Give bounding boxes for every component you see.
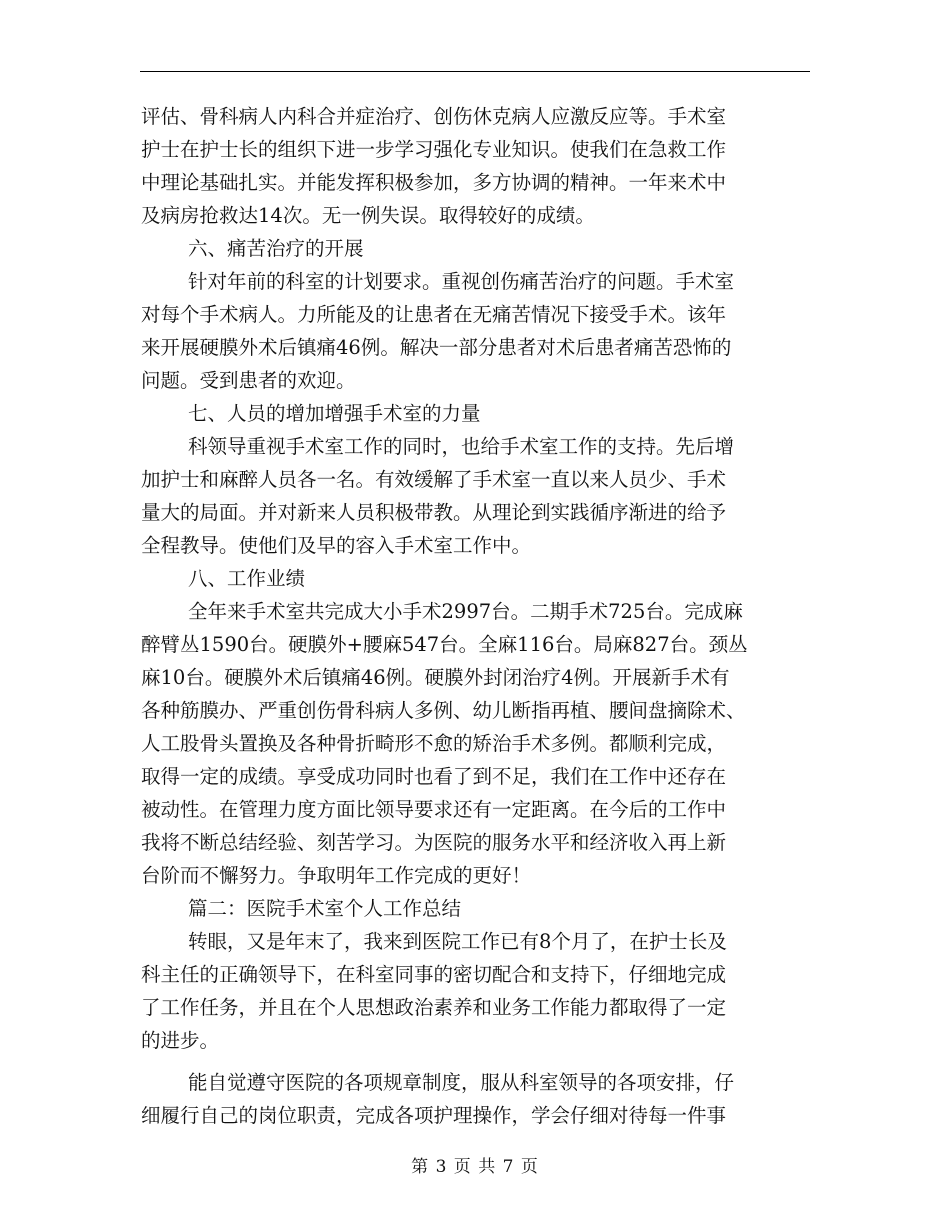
header-rule <box>140 71 810 72</box>
text-line: 台阶而不懈努力。争取明年工作完成的更好！ <box>141 864 532 887</box>
text-line: 的进步。 <box>141 1029 220 1052</box>
text-line: 麻10台。硬膜外术后镇痛46例。硬膜外封闭治疗4例。开展新手术有 <box>141 666 730 689</box>
paragraph-start: 能自觉遵守医院的各项规章制度，服从科室领导的各项安排，仔 <box>188 1071 735 1094</box>
text-line: 问题。受到患者的欢迎。 <box>141 369 356 392</box>
text-line: 全程教导。使他们及早的容入手术室工作中。 <box>141 534 532 557</box>
document-body <box>141 100 811 1132</box>
text-line: 人工股骨头置换及各种骨折畸形不愈的矫治手术多例。都顺利完成， <box>141 732 727 755</box>
text-line: 了工作任务，并且在个人思想政治素养和业务工作能力都取得了一定 <box>141 996 727 1019</box>
section-heading: 七、人员的增加增强手术室的力量 <box>188 402 481 425</box>
paragraph-start: 针对年前的科室的计划要求。重视创伤痛苦治疗的问题。手术室 <box>188 270 735 293</box>
text-line: 各种筋膜办、严重创伤骨科病人多例、幼儿断指再植、腰间盘摘除术、 <box>141 699 746 722</box>
text-line: 醉臂丛1590台。硬膜外+腰麻547台。全麻116台。局麻827台。颈丛 <box>141 633 748 656</box>
text-line: 被动性。在管理力度方面比领导要求还有一定距离。在今后的工作中 <box>141 798 727 821</box>
paragraph-start: 科领导重视手术室工作的同时，也给手术室工作的支持。先后增 <box>188 435 735 458</box>
text-line: 评估、骨科病人内科合并症治疗、创伤休克病人应激反应等。手术室 <box>141 105 727 128</box>
article-title: 篇二：医院手术室个人工作总结 <box>188 897 462 920</box>
text-line: 中理论基础扎实。并能发挥积极参加，多方协调的精神。一年来术中 <box>141 171 727 194</box>
text-line: 来开展硬膜外术后镇痛46例。解决一部分患者对术后患者痛苦恐怖的 <box>141 336 732 359</box>
paragraph-start: 转眼，又是年末了，我来到医院工作已有8个月了，在护士长及 <box>188 930 727 953</box>
page-number: 第 3 页 共 7 页 <box>411 1157 539 1177</box>
text-line: 取得一定的成绩。享受成功同时也看了到不足，我们在工作中还存在 <box>141 765 727 788</box>
section-heading: 八、工作业绩 <box>188 567 306 590</box>
text-line: 科主任的正确领导下，在科室同事的密切配合和支持下，仔细地完成 <box>141 963 727 986</box>
text-line: 对每个手术病人。力所能及的让患者在无痛苦情况下接受手术。该年 <box>141 303 727 326</box>
text-line: 量大的局面。并对新来人员积极带教。从理论到实践循序渐进的给予 <box>141 501 727 524</box>
text-line: 细履行自己的岗位职责，完成各项护理操作，学会仔细对待每一件事 <box>141 1104 727 1127</box>
paragraph-start: 全年来手术室共完成大小手术2997台。二期手术725台。完成麻 <box>188 600 743 623</box>
text-line: 护士在护士长的组织下进一步学习强化专业知识。使我们在急救工作 <box>141 138 727 161</box>
section-heading: 六、痛苦治疗的开展 <box>188 237 364 260</box>
text-line: 及病房抢救达14次。无一例失误。取得较好的成绩。 <box>141 204 595 227</box>
text-line: 加护士和麻醉人员各一名。有效缓解了手术室一直以来人员少、手术 <box>141 468 727 491</box>
text-line: 我将不断总结经验、刻苦学习。为医院的服务水平和经济收入再上新 <box>141 831 727 854</box>
